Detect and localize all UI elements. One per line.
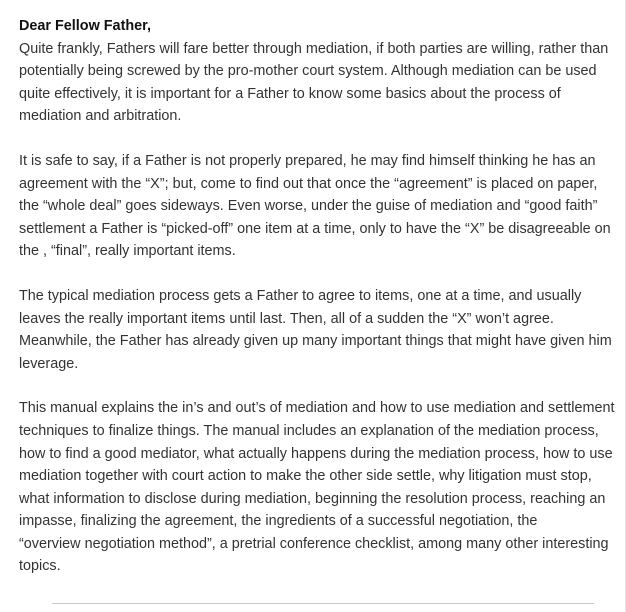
letter-body xyxy=(19,15,626,600)
section-divider xyxy=(52,603,594,604)
paragraph-line: the “whole deal” goes sideways. Even worse, under the guise of mediation and “good faith” xyxy=(19,198,598,215)
paragraph-line: potentially being screwed by the pro-mother court system. Although mediation can be used xyxy=(19,63,597,80)
paragraph-line: Meanwhile, the Father has already given up many important things that might have given him xyxy=(19,333,612,350)
paragraph-line: It is safe to say, if a Father is not properly prepared, he may find himself thinking he has an xyxy=(19,152,596,169)
paragraph-line: quite effectively, it is important for a Father to know some basics about the process of xyxy=(19,85,561,102)
paragraph-line: impasse, finalizing the agreement, the ingredients of a successful negotiation, the xyxy=(19,513,538,530)
paragraph-line: This manual explains the in’s and out’s of mediation and how to use mediation and settlement xyxy=(19,400,615,417)
paragraph-line: settlement a Father is “picked-off” one item at a time, only to have the “X” be disagreeable on xyxy=(19,220,611,237)
paragraph-1 xyxy=(19,38,626,128)
paragraph-line: topics. xyxy=(19,558,61,575)
paragraph-4 xyxy=(19,397,626,578)
paragraph-line: what information to disclose during mediation, beginning the resolution process, reaching an xyxy=(19,490,606,507)
paragraph-line: Quite frankly, Fathers will fare better through mediation, if both parties are willing, rather than xyxy=(19,40,609,57)
paragraph-line: leaves the really important items until last. Then, all of a sudden the “X” won’t agree. xyxy=(19,310,554,327)
paragraph-line: agreement with the “X”; but, come to find out that once the “agreement” is placed on paper, xyxy=(19,175,598,192)
greeting: Dear Fellow Father, xyxy=(19,18,151,34)
paragraph-line: The typical mediation process gets a Father to agree to items, one at a time, and usually xyxy=(19,287,582,304)
paragraph-2 xyxy=(19,150,626,263)
paragraph-line: how to find a good mediator, what actually happens during the mediation process, how to use xyxy=(19,445,613,462)
paragraph-line: “overview negotiation method”, a pretrial conference checklist, among many other interesting xyxy=(19,535,609,552)
paragraph-line: the , “final”, really important items. xyxy=(19,243,236,260)
paragraph-line: mediation and arbitration. xyxy=(19,108,182,125)
paragraph-line: techniques to finalize things. The manual includes an explanation of the mediation process, xyxy=(19,422,599,439)
paragraph-line: leverage. xyxy=(19,355,79,372)
paragraph-line: mediation together with court action to make the other side settle, why litigation must stop, xyxy=(19,468,592,485)
paragraph-3 xyxy=(19,285,626,375)
